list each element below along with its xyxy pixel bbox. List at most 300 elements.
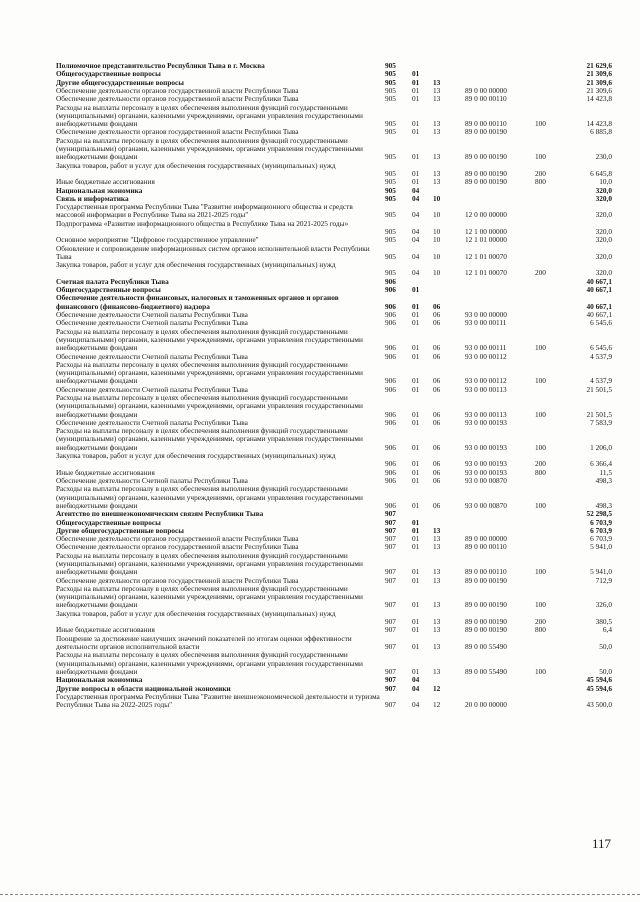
col-rz: 01 — [412, 442, 420, 452]
col-ved: 906 — [385, 285, 396, 295]
col-vr: 100 — [535, 152, 546, 162]
col-sum: 320,0 — [595, 210, 612, 220]
table-row — [0, 477, 640, 485]
col-ved: 906 — [385, 318, 396, 328]
col-pr: 13 — [433, 525, 441, 535]
col-sum: 40 667,1 — [586, 285, 612, 295]
col-pr: 10 — [433, 251, 441, 261]
col-ved: 907 — [385, 700, 396, 710]
col-sum: 498,3 — [595, 500, 612, 510]
col-ved: 905 — [385, 177, 396, 187]
col-cs: 89 0 00 00110 — [465, 119, 507, 129]
row-name: Расходы на выплаты персоналу в целях обеспечения выполнения функций государственными (муниципальными) органами, казенными учреждениями, органами управления государственными внебюджетными фондами — [56, 360, 363, 386]
col-rz: 04 — [412, 251, 420, 261]
col-cs: 93 0 00 00870 — [465, 500, 507, 510]
row-name: Обеспечение деятельности Счетной палаты Республики Тыва — [56, 385, 248, 394]
col-ved: 905 — [385, 251, 396, 261]
table-row — [0, 610, 640, 627]
col-rz: 01 — [412, 177, 420, 187]
col-ved: 907 — [385, 625, 396, 635]
col-sum: 21 629,6 — [586, 61, 612, 70]
row-name: Обеспечение деятельности Счетной палаты Республики Тыва — [56, 352, 248, 361]
table-row — [0, 286, 640, 294]
col-sum: 43 500,0 — [586, 700, 612, 710]
col-vr: 200 — [535, 268, 546, 278]
row-name: Подпрограмма «Развитие информационного общества в Республике Тыва на 2021-2025 годы» — [56, 219, 349, 228]
row-name: Общегосударственные вопросы — [56, 518, 161, 527]
col-rz: 01 — [412, 69, 420, 79]
col-pr: 13 — [433, 177, 441, 187]
col-sum: 45 594,6 — [586, 683, 612, 693]
col-ved: 906 — [385, 301, 396, 311]
col-cs: 12 1 00 00000 — [465, 226, 507, 236]
row-name: Расходы на выплаты персоналу в целях обеспечения выполнения функций государственными (муниципальными) органами, казенными учреждениями, органами управления государственными внебюджетными фондами — [56, 327, 363, 353]
row-name: Обеспечение деятельности органов государственной власти Республики Тыва — [56, 128, 299, 137]
col-pr: 06 — [433, 467, 441, 477]
page-number: 117 — [592, 836, 612, 851]
col-cs: 89 0 00 00190 — [465, 127, 507, 137]
col-rz: 01 — [412, 459, 420, 469]
row-name: Обеспечение деятельности Счетной палаты Республики Тыва — [56, 418, 248, 427]
col-pr: 13 — [433, 152, 441, 162]
col-ved: 906 — [385, 442, 396, 452]
col-rz: 04 — [412, 193, 420, 203]
col-sum: 11,5 — [599, 467, 612, 477]
table-row — [0, 635, 640, 652]
col-pr: 06 — [433, 500, 441, 510]
table-row — [0, 178, 640, 186]
col-cs: 93 0 00 00000 — [465, 310, 507, 319]
col-ved: 905 — [385, 268, 396, 278]
table-row — [0, 543, 640, 551]
row-name: Расходы на выплаты персоналу в целях обеспечения выполнения функций государственными (муниципальными) органами, казенными учреждениями, органами управления государственными внебюджетными фондами — [56, 584, 363, 610]
row-name: Национальная экономика — [56, 676, 143, 685]
col-cs: 89 0 00 00190 — [465, 617, 507, 627]
col-rz: 01 — [412, 666, 420, 676]
table-row — [0, 236, 640, 244]
table-row — [0, 469, 640, 477]
row-name: Обеспечение деятельности органов государственной власти Республики Тыва — [56, 576, 299, 585]
col-pr: 12 — [433, 700, 441, 710]
col-sum: 50,0 — [599, 641, 612, 651]
col-vr: 100 — [535, 409, 546, 419]
row-name: Основное мероприятие "Цифровое государственное управление" — [56, 236, 259, 245]
col-vr: 200 — [535, 168, 546, 178]
col-ved: 907 — [385, 666, 396, 676]
col-ved: 906 — [385, 409, 396, 419]
col-sum: 320,0 — [595, 268, 612, 278]
col-sum: 21 501,5 — [586, 384, 612, 394]
col-rz: 04 — [412, 683, 420, 693]
table-row — [0, 510, 640, 518]
col-cs: 89 0 00 00190 — [465, 575, 507, 585]
col-ved: 905 — [385, 85, 396, 95]
row-name: Расходы на выплаты персоналу в целях обеспечения выполнения функций государственными (муниципальными) органами, казенными учреждениями, органами управления государственными внебюджетными фондами — [56, 551, 363, 577]
col-ved: 906 — [385, 310, 396, 319]
col-sum: 4 537,9 — [590, 351, 612, 361]
col-rz: 01 — [412, 318, 420, 328]
col-pr: 13 — [433, 666, 441, 676]
col-sum: 21 309,6 — [586, 69, 612, 79]
col-cs: 93 0 00 00113 — [465, 409, 507, 419]
col-pr: 13 — [433, 119, 441, 129]
col-sum: 50,0 — [599, 666, 612, 676]
row-name: Обеспечение деятельности финансовых, налоговых и таможенных органов и органов финансового (финансово-бюджетного) надзора — [56, 294, 339, 311]
col-vr: 100 — [535, 666, 546, 676]
col-sum: 320,0 — [595, 226, 612, 236]
col-rz: 01 — [412, 500, 420, 510]
row-name: Обеспечение деятельности органов государственной власти Республики Тыва — [56, 535, 299, 544]
col-sum: 230,0 — [595, 152, 612, 162]
col-rz: 01 — [412, 310, 420, 319]
col-rz: 01 — [412, 376, 420, 386]
col-ved: 906 — [385, 467, 396, 477]
col-pr: 13 — [433, 641, 441, 651]
col-vr: 200 — [535, 617, 546, 627]
col-pr: 10 — [433, 210, 441, 220]
table-row — [0, 220, 640, 237]
col-cs: 89 0 00 00110 — [465, 567, 507, 577]
col-vr: 800 — [535, 467, 546, 477]
col-vr: 800 — [535, 625, 546, 635]
table-row — [0, 187, 640, 195]
col-pr: 10 — [433, 268, 441, 278]
col-sum: 5 941,0 — [590, 567, 612, 577]
col-rz: 01 — [412, 525, 420, 535]
col-rz: 01 — [412, 600, 420, 610]
row-name: Расходы на выплаты персоналу в целях обеспечения выполнения функций государственными (муниципальными) органами, казенными учреждениями, органами управления государственными внебюджетными фондами — [56, 485, 363, 510]
col-ved: 905 — [385, 210, 396, 220]
row-name: Обеспечение деятельности органов государственной власти Республики Тыва — [56, 543, 299, 552]
col-vr: 100 — [535, 119, 546, 129]
col-vr: 800 — [535, 177, 546, 187]
row-name: Другие общегосударственные вопросы — [56, 78, 184, 87]
table-row — [0, 626, 640, 634]
col-pr: 13 — [433, 600, 441, 610]
col-cs: 89 0 00 00000 — [465, 85, 507, 95]
col-rz: 01 — [412, 77, 420, 87]
table-row — [0, 278, 640, 286]
col-ved: 906 — [385, 343, 396, 353]
col-sum: 1 206,0 — [590, 442, 612, 452]
table-row — [0, 203, 640, 220]
col-rz: 01 — [412, 641, 420, 651]
col-cs: 12 1 01 00070 — [465, 268, 507, 278]
col-pr: 13 — [433, 542, 441, 552]
col-sum: 6 885,8 — [590, 127, 612, 137]
col-ved: 905 — [385, 152, 396, 162]
row-name: Другие вопросы в области национальной экономики — [56, 684, 231, 693]
col-rz: 04 — [412, 700, 420, 710]
col-pr: 06 — [433, 476, 441, 485]
col-sum: 320,0 — [595, 185, 612, 195]
col-pr: 06 — [433, 417, 441, 427]
col-vr: 100 — [535, 343, 546, 353]
table-row — [0, 394, 640, 419]
col-vr: 200 — [535, 459, 546, 469]
table-row — [0, 386, 640, 394]
col-ved: 907 — [385, 525, 396, 535]
col-ved: 905 — [385, 69, 396, 79]
col-pr: 10 — [433, 226, 441, 236]
col-sum: 320,0 — [595, 235, 612, 245]
col-pr: 13 — [433, 94, 441, 104]
col-sum: 320,0 — [595, 193, 612, 203]
col-pr: 13 — [433, 534, 441, 544]
row-name: Государственная программа Республики Тыва "Развитие информационного общества и средств массовой информации в Республике Тыва на 2021-2025 годы" — [56, 203, 353, 220]
col-ved: 906 — [385, 384, 396, 394]
col-sum: 6 703,9 — [590, 534, 612, 544]
col-sum: 40 667,1 — [586, 310, 612, 319]
col-cs: 93 0 00 00193 — [465, 459, 507, 469]
col-rz: 01 — [412, 575, 420, 585]
col-rz: 01 — [412, 384, 420, 394]
col-sum: 6 703,9 — [590, 517, 612, 527]
col-ved: 905 — [385, 61, 396, 70]
row-name: Закупка товаров, работ и услуг для обеспечения государственных (муниципальных) нужд — [56, 161, 336, 170]
table-row — [0, 62, 640, 70]
table-row — [0, 535, 640, 543]
col-pr: 12 — [433, 683, 441, 693]
col-cs: 89 0 00 55490 — [465, 666, 507, 676]
col-cs: 93 0 00 00870 — [465, 476, 507, 485]
col-ved: 907 — [385, 641, 396, 651]
row-name: Иные бюджетные ассигнования — [56, 626, 155, 635]
col-ved: 905 — [385, 127, 396, 137]
col-rz: 01 — [412, 285, 420, 295]
col-pr: 06 — [433, 409, 441, 419]
col-ved: 907 — [385, 567, 396, 577]
col-sum: 45 594,6 — [586, 675, 612, 685]
col-ved: 907 — [385, 542, 396, 552]
col-cs: 89 0 00 55490 — [465, 641, 507, 651]
col-cs: 93 0 00 00193 — [465, 442, 507, 452]
table-row — [0, 319, 640, 327]
col-rz: 01 — [412, 351, 420, 361]
col-rz: 04 — [412, 235, 420, 245]
col-pr: 06 — [433, 459, 441, 469]
col-sum: 6 703,9 — [590, 525, 612, 535]
col-cs: 89 0 00 00190 — [465, 625, 507, 635]
col-rz: 01 — [412, 476, 420, 485]
col-cs: 20 0 00 00000 — [465, 700, 507, 710]
col-rz: 01 — [412, 467, 420, 477]
table-row — [0, 294, 640, 311]
col-cs: 93 0 00 00111 — [465, 343, 507, 353]
row-name: Национальная экономика — [56, 186, 143, 195]
col-rz: 01 — [412, 617, 420, 627]
col-sum: 52 298,5 — [586, 509, 612, 519]
col-pr: 06 — [433, 351, 441, 361]
col-ved: 905 — [385, 77, 396, 87]
row-name: Расходы на выплаты персоналу в целях обеспечения выполнения функций государственными (муниципальными) органами, казенными учреждениями, органами управления государственными внебюджетными фондами — [56, 136, 363, 162]
col-vr: 100 — [535, 600, 546, 610]
table-row — [0, 128, 640, 136]
row-name: Расходы на выплаты персоналу в целях обеспечения выполнения функций государственными (муниципальными) органами, казенными учреждениями, органами управления государственными внебюджетными фондами — [56, 394, 363, 419]
col-sum: 10,0 — [599, 177, 612, 187]
col-rz: 01 — [412, 542, 420, 552]
col-ved: 906 — [385, 276, 396, 286]
col-sum: 320,0 — [595, 251, 612, 261]
col-ved: 906 — [385, 417, 396, 427]
col-pr: 13 — [433, 85, 441, 95]
col-rz: 01 — [412, 94, 420, 104]
table-row — [0, 585, 640, 610]
row-name: Обеспечение деятельности Счетной палаты Республики Тыва — [56, 477, 248, 485]
col-rz: 01 — [412, 343, 420, 353]
table-row — [0, 577, 640, 585]
table-row — [0, 552, 640, 577]
col-vr: 100 — [535, 500, 546, 510]
col-cs: 12 1 01 00000 — [465, 235, 507, 245]
col-rz: 01 — [412, 625, 420, 635]
table-row — [0, 651, 640, 676]
table-row — [0, 137, 640, 162]
col-ved: 907 — [385, 534, 396, 544]
col-ved: 907 — [385, 509, 396, 519]
table-row — [0, 195, 640, 203]
col-rz: 01 — [412, 127, 420, 137]
col-pr: 13 — [433, 625, 441, 635]
footer-divider — [0, 894, 640, 895]
col-vr: 100 — [535, 376, 546, 386]
col-ved: 905 — [385, 235, 396, 245]
col-pr: 13 — [433, 617, 441, 627]
col-rz: 01 — [412, 85, 420, 95]
col-cs: 89 0 00 00190 — [465, 600, 507, 610]
col-ved: 905 — [385, 226, 396, 236]
table-row — [0, 70, 640, 78]
col-rz: 01 — [412, 534, 420, 544]
col-sum: 7 583,9 — [590, 417, 612, 427]
col-sum: 21 309,6 — [586, 85, 612, 95]
col-pr: 06 — [433, 384, 441, 394]
table-row — [0, 311, 640, 319]
col-pr: 13 — [433, 575, 441, 585]
col-sum: 712,9 — [595, 575, 612, 585]
col-vr: 100 — [535, 442, 546, 452]
col-sum: 6 366,4 — [590, 459, 612, 469]
row-name: Закупка товаров, работ и услуг для обеспечения государственных (муниципальных) нужд — [56, 261, 336, 270]
table-row — [0, 485, 640, 510]
row-name: Государственная программа Республики Тыва "Развитие внешнеэкономической деятельности и туризма Республики Тыва на 2022-2025 годы" — [56, 692, 380, 710]
col-rz: 01 — [412, 409, 420, 419]
col-pr: 13 — [433, 127, 441, 137]
col-sum: 21 309,6 — [586, 77, 612, 87]
col-cs: 89 0 00 00110 — [465, 542, 507, 552]
row-name: Закупка товаров, работ и услуг для обеспечения государственных (муниципальных) нужд — [56, 609, 336, 618]
col-cs: 89 0 00 00190 — [465, 168, 507, 178]
col-pr: 06 — [433, 442, 441, 452]
col-sum: 5 941,0 — [590, 542, 612, 552]
col-pr: 10 — [433, 235, 441, 245]
row-name: Общегосударственные вопросы — [56, 70, 161, 79]
col-pr: 06 — [433, 343, 441, 353]
col-cs: 89 0 00 00000 — [465, 534, 507, 544]
table-row — [0, 162, 640, 179]
col-pr: 06 — [433, 376, 441, 386]
col-ved: 905 — [385, 119, 396, 129]
table-row — [0, 353, 640, 361]
table-row — [0, 685, 640, 693]
col-rz: 04 — [412, 185, 420, 195]
col-sum: 6,4 — [602, 625, 612, 635]
table-row — [0, 87, 640, 95]
col-sum: 14 423,8 — [586, 119, 612, 129]
col-pr: 10 — [433, 193, 441, 203]
table-row — [0, 419, 640, 427]
row-name: Агентство по внешнеэкономическим связям Республики Тыва — [56, 510, 264, 519]
col-ved: 906 — [385, 459, 396, 469]
row-name: Расходы на выплаты персоналу в целях обеспечения выполнения функций государственными (муниципальными) органами, казенными учреждениями, органами управления государственными внебюджетными фондами — [56, 103, 363, 129]
col-pr: 13 — [433, 168, 441, 178]
col-sum: 6 545,6 — [590, 318, 612, 328]
row-name: Закупка товаров, работ и услуг для обеспечения государственных (муниципальных) нужд — [56, 452, 336, 461]
table-row — [0, 245, 640, 262]
col-ved: 907 — [385, 575, 396, 585]
col-pr: 06 — [433, 301, 441, 311]
col-vr: 100 — [535, 567, 546, 577]
col-sum: 380,5 — [595, 617, 612, 627]
col-sum: 6 645,8 — [590, 168, 612, 178]
col-sum: 6 545,6 — [590, 343, 612, 353]
row-name: Обеспечение деятельности органов государственной власти Республики Тыва — [56, 95, 299, 104]
col-ved: 907 — [385, 617, 396, 627]
col-cs: 12 0 00 00000 — [465, 210, 507, 220]
table-row — [0, 261, 640, 278]
col-cs: 12 1 01 00070 — [465, 251, 507, 261]
col-cs: 93 0 00 00193 — [465, 417, 507, 427]
col-sum: 4 537,9 — [590, 376, 612, 386]
col-cs: 93 0 00 00193 — [465, 467, 507, 477]
col-rz: 01 — [412, 567, 420, 577]
col-sum: 21 501,5 — [586, 409, 612, 419]
row-name: Обеспечение деятельности Счетной палаты Республики Тыва — [56, 311, 248, 319]
col-ved: 905 — [385, 168, 396, 178]
col-ved: 906 — [385, 351, 396, 361]
col-ved: 907 — [385, 675, 396, 685]
table-row — [0, 361, 640, 386]
table-row — [0, 427, 640, 452]
table-row — [0, 95, 640, 103]
col-ved: 907 — [385, 683, 396, 693]
row-name: Полномочное представительство Республики Тыва в г. Москва — [56, 62, 265, 70]
col-ved: 905 — [385, 94, 396, 104]
col-cs: 93 0 00 00112 — [465, 351, 507, 361]
col-rz: 01 — [412, 517, 420, 527]
row-name: Общегосударственные вопросы — [56, 286, 161, 295]
row-name: Обновление и сопровождение информационных систем органов исполнительной власти Республики Тыва — [56, 244, 370, 261]
col-rz: 04 — [412, 675, 420, 685]
table-row — [0, 693, 640, 710]
col-ved: 906 — [385, 476, 396, 485]
col-rz: 04 — [412, 226, 420, 236]
col-cs: 89 0 00 00110 — [465, 94, 507, 104]
col-cs: 93 0 00 00112 — [465, 376, 507, 386]
row-name: Другие общегосударственные вопросы — [56, 526, 184, 535]
col-rz: 01 — [412, 301, 420, 311]
col-pr: 06 — [433, 318, 441, 328]
row-name: Поощрение за достижение наилучших значений показателей по итогам оценки эффективности деятельности органов исполнительной власти — [56, 634, 352, 651]
table-row — [0, 328, 640, 353]
col-cs: 93 0 00 00113 — [465, 384, 507, 394]
col-ved: 906 — [385, 376, 396, 386]
col-sum: 498,3 — [595, 476, 612, 485]
col-rz: 01 — [412, 152, 420, 162]
col-ved: 905 — [385, 185, 396, 195]
col-ved: 906 — [385, 500, 396, 510]
col-pr: 13 — [433, 567, 441, 577]
